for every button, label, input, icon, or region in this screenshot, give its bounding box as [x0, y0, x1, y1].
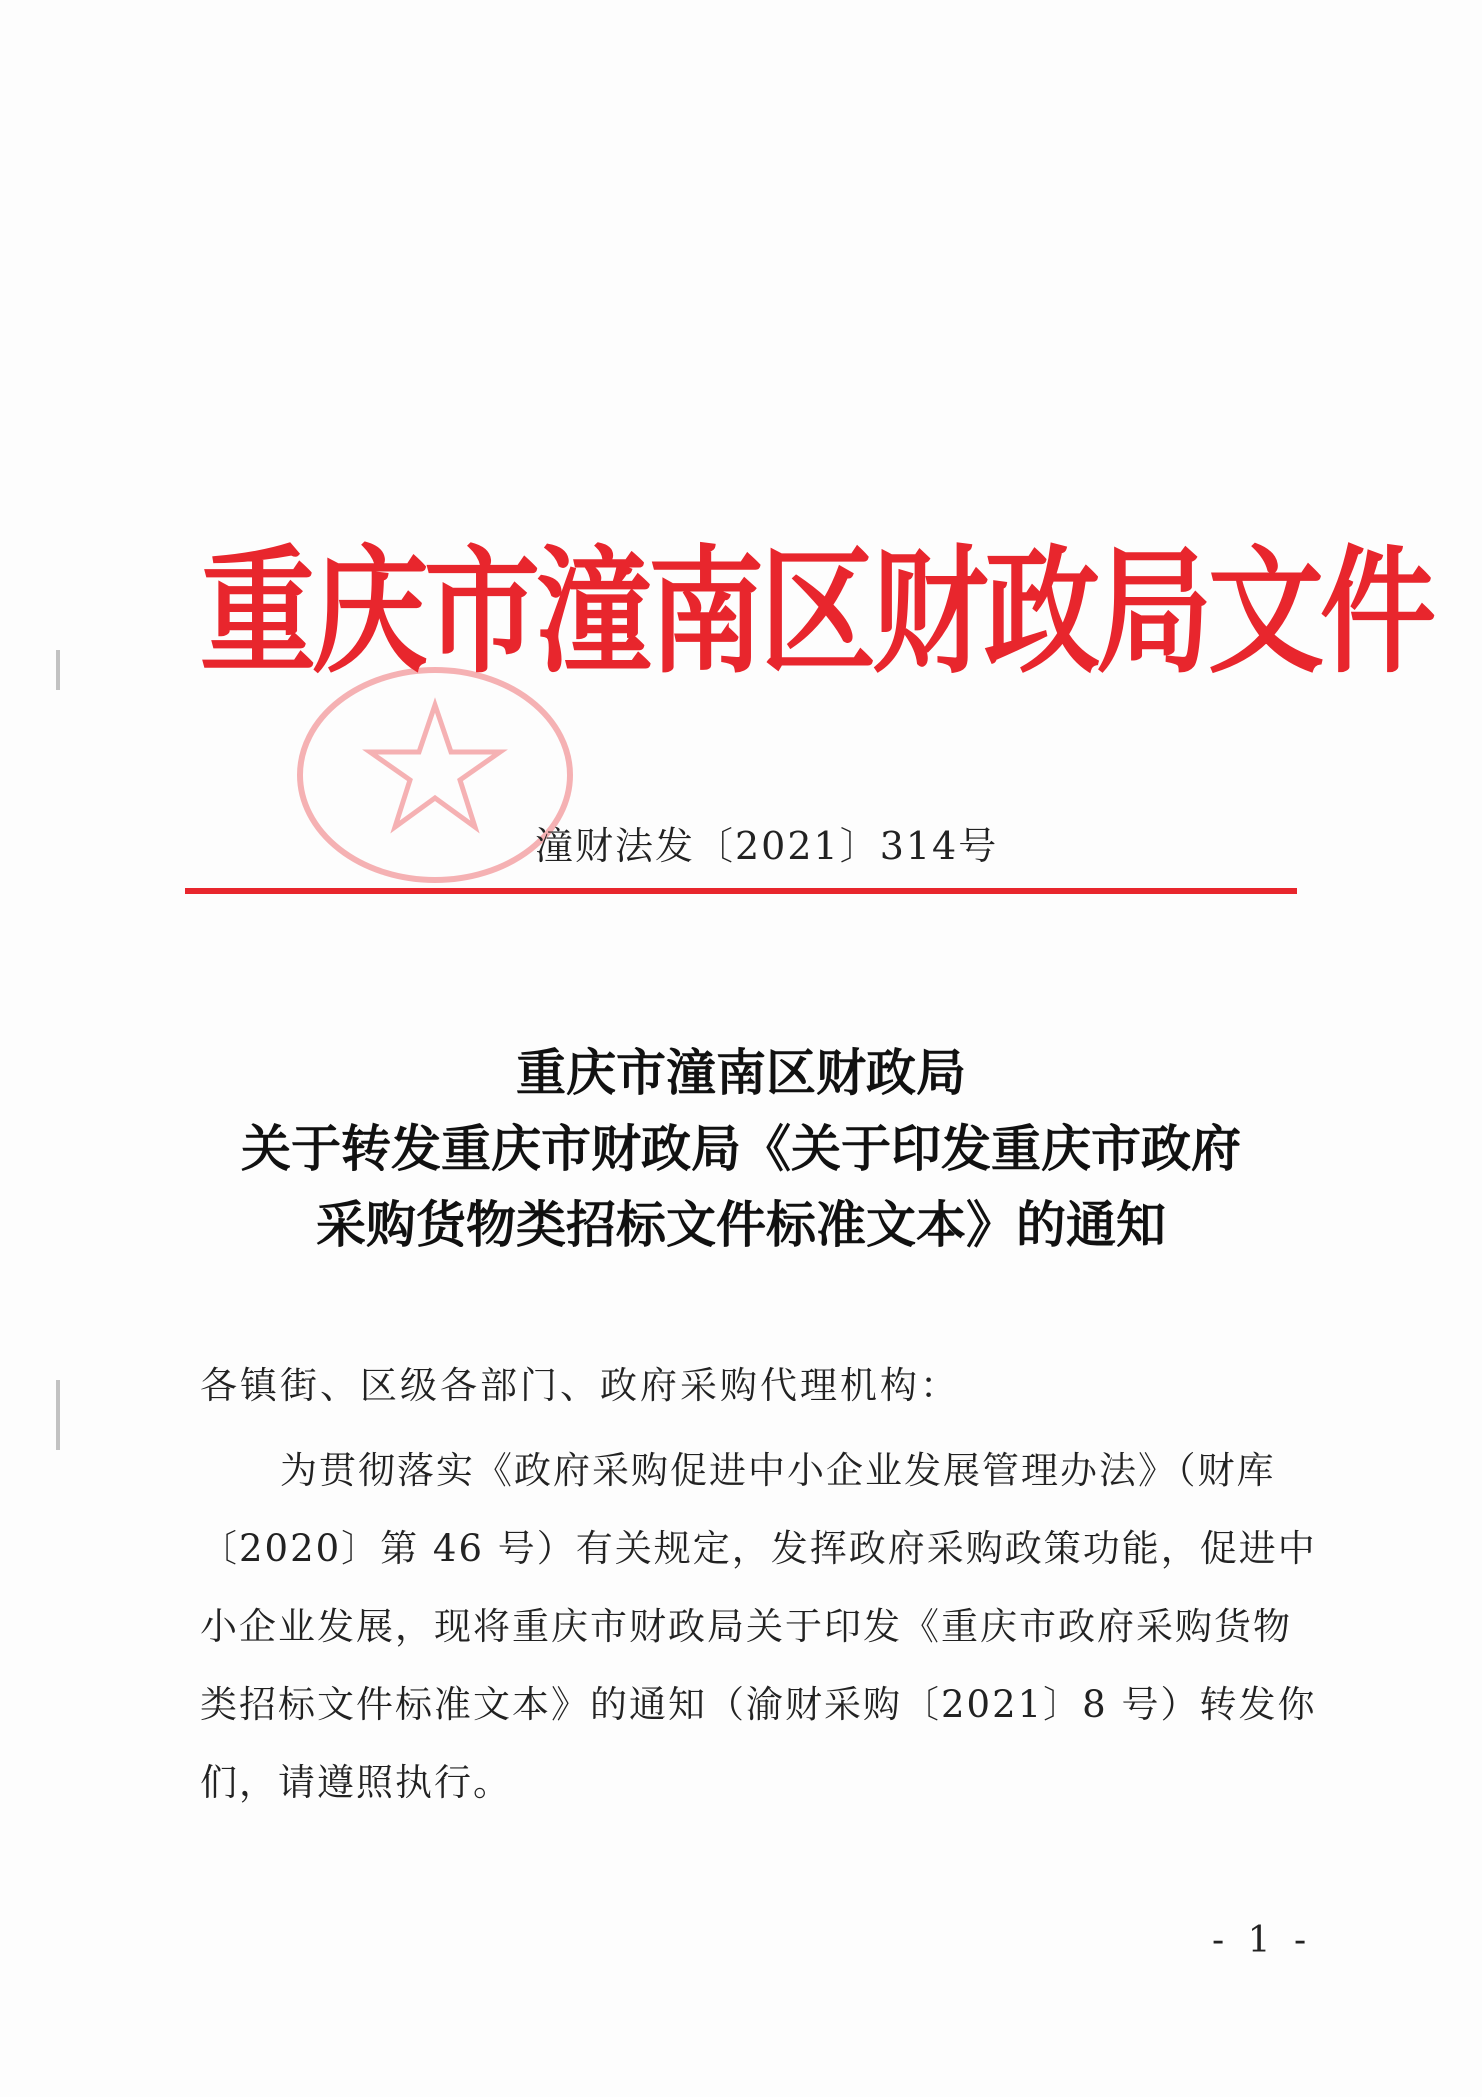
title-line: 重庆市潼南区财政局	[516, 1044, 966, 1102]
title-line: 采购货物类招标文件标准文本》的通知	[316, 1196, 1166, 1254]
issuer-banner: 重庆市潼南区财政局文件	[200, 533, 1432, 693]
body-line: 们，请遵照执行。	[200, 1761, 512, 1804]
body-line: 〔2020〕第 46 号）有关规定，发挥政府采购政策功能，促进中	[200, 1527, 1317, 1570]
addressee: 各镇街、区级各部门、政府采购代理机构：	[200, 1364, 960, 1407]
scan-artifact	[56, 1380, 60, 1450]
title-line: 关于转发重庆市财政局《关于印发重庆市政府	[241, 1120, 1241, 1178]
page-number: - 1 -	[1212, 1920, 1313, 1961]
document-number: 潼财法发〔2021〕314号	[535, 824, 999, 868]
red-separator-line	[185, 888, 1297, 894]
body-paragraph	[200, 1432, 1317, 1822]
scan-artifact	[56, 650, 60, 690]
body-line: 为贯彻落实《政府采购促进中小企业发展管理办法》（财库	[280, 1449, 1276, 1492]
document-title	[150, 1035, 1332, 1263]
body-line: 小企业发展，现将重庆市财政局关于印发《重庆市政府采购货物	[200, 1605, 1292, 1648]
body-line: 类招标文件标准文本》的通知（渝财采购〔2021〕8 号）转发你	[200, 1683, 1317, 1726]
